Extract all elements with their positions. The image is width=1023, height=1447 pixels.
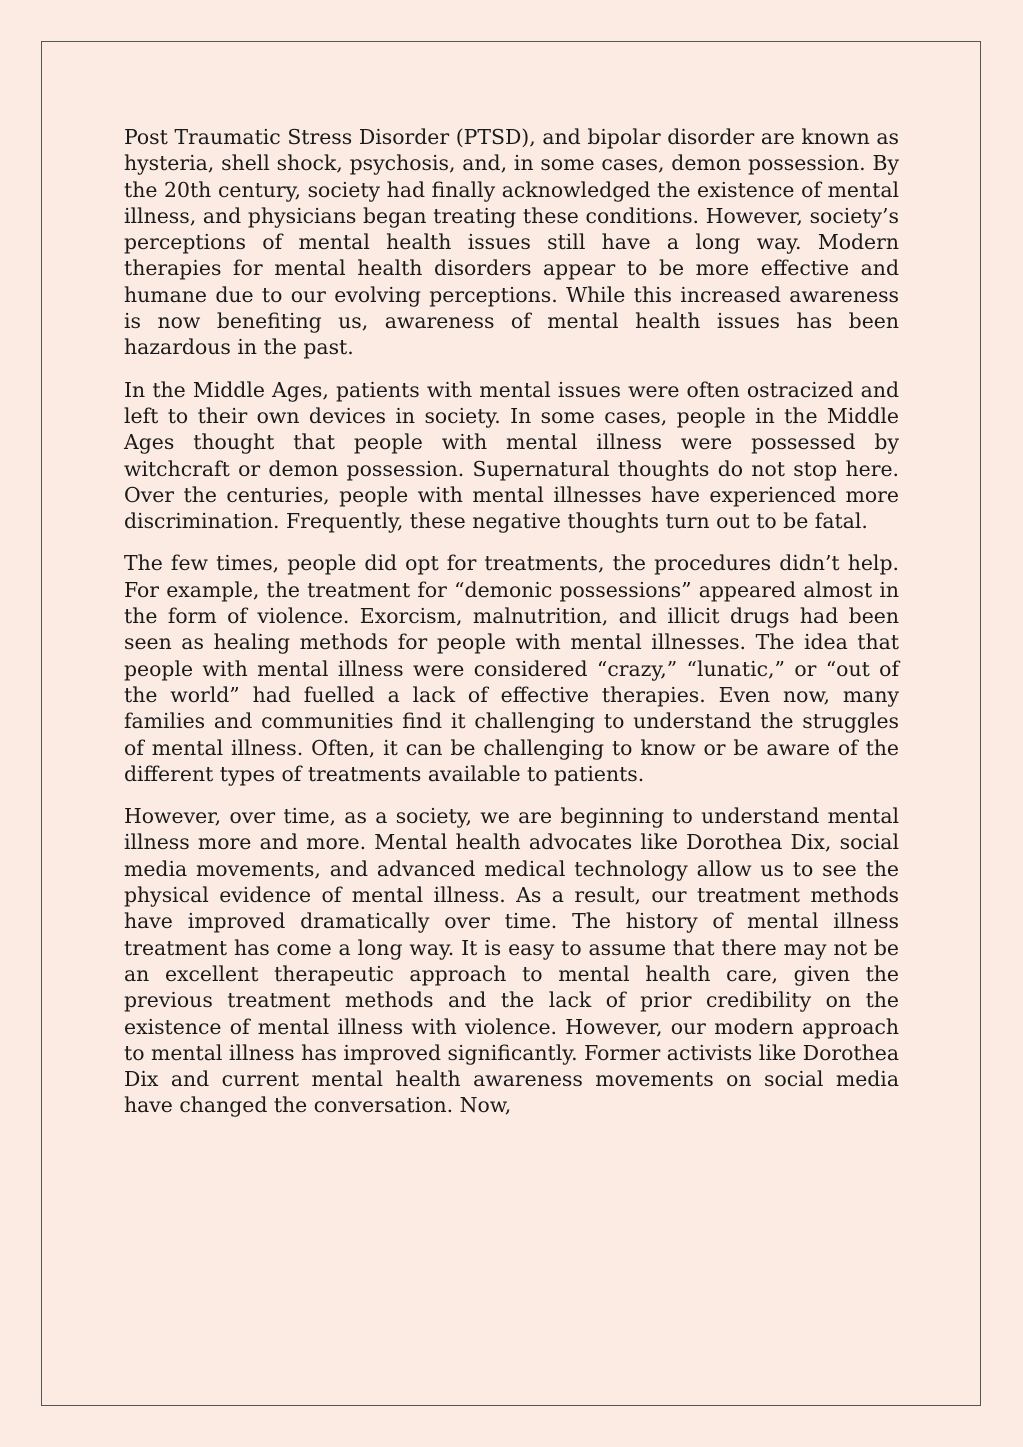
document-body — [124, 124, 899, 1135]
paragraph-4: However, over time, as a society, we are beginning to understand mental illness more and more. Mental health advocates like Dorothea Dix, social media movements, and advanced medical technology allow us to see the physical evidence of mental illness. As a result, our treatment methods have improved dramatically over time. The history of mental illness treatment has come a long way. It is easy to assume that there may not be an excellent therapeutic approach to mental health care, given the previous treatment methods and the lack of prior credibility on the existence of mental illness with violence. However, our modern approach to mental illness has improved significantly. Former activists like Dorothea Dix and current mental health awareness movements on social media have changed the conversation. Now, — [124, 804, 899, 1118]
paragraph-2: In the Middle Ages, patients with mental issues were often ostracized and left to their own devices in society. In some cases, people in the Middle Ages thought that people with mental illness were possessed by witchcraft or demon possession. Supernatural thoughts do not stop here. Over the centuries, people with mental illnesses have experienced more discrimination. Frequently, these negative thoughts turn out to be fatal. — [124, 377, 899, 534]
paragraph-3: The few times, people did opt for treatments, the procedures didn’t help. For example, the treatment for “demonic possessions” appeared almost in the form of violence. Exorcism, malnutrition, and illicit drugs had been seen as healing methods for people with mental illnesses. The idea that people with mental illness were considered “crazy,” “lunatic,” or “out of the world” had fuelled a lack of effective therapies. Even now, many families and communities find it challenging to understand the struggles of mental illness. Often, it can be challenging to know or be aware of the different types of treatments available to patients. — [124, 551, 899, 786]
paragraph-1: Post Traumatic Stress Disorder (PTSD), and bipolar disorder are known as hysteria, shell shock, psychosis, and, in some cases, demon possession. By the 20th century, society had finally acknowledged the existence of mental illness, and physicians began treating these conditions. However, society’s perceptions of mental health issues still have a long way. Modern therapies for mental health disorders appear to be more effective and humane due to our evolving perceptions. While this increased awareness is now benefiting us, awareness of mental health issues has been hazardous in the past. — [124, 125, 899, 360]
